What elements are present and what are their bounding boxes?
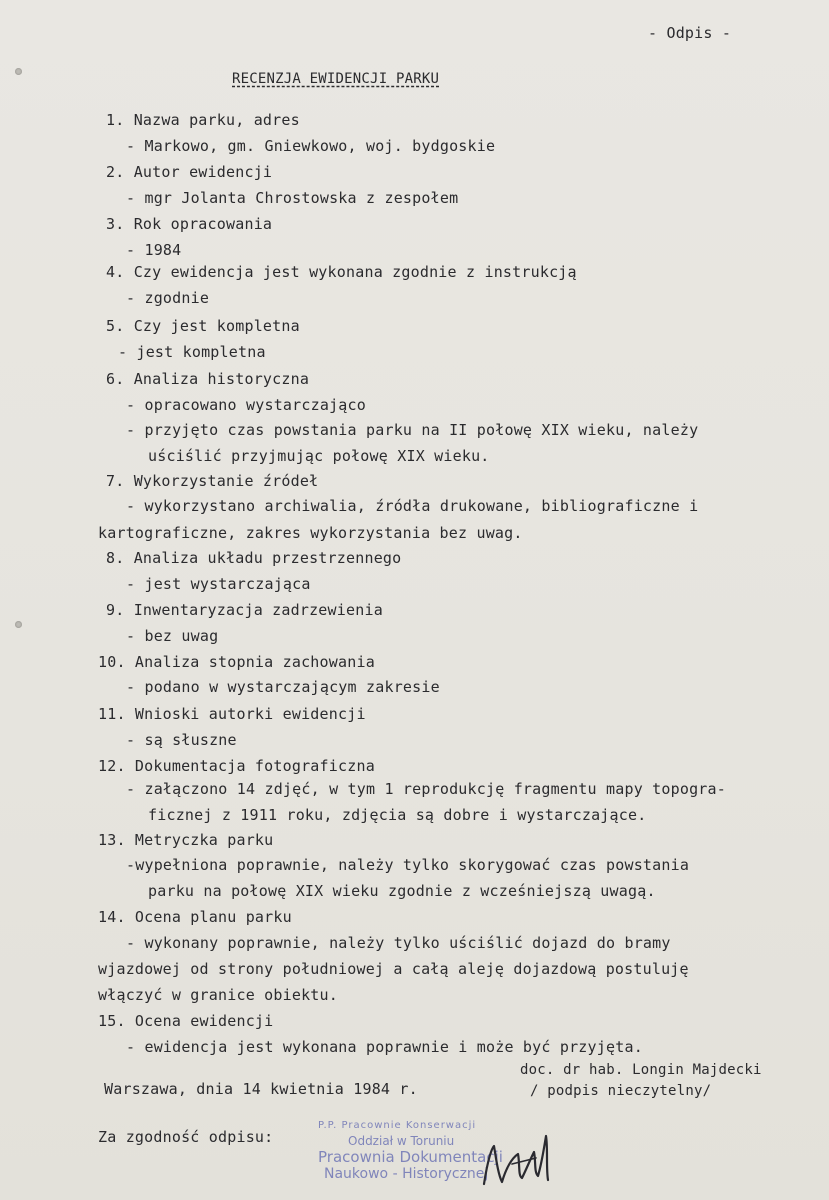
section-heading: 3. Rok opracowania bbox=[106, 215, 273, 233]
section-heading: 1. Nazwa parku, adres bbox=[106, 111, 300, 129]
section-line: - wykonany poprawnie, należy tylko uściślić dojazd do bramy bbox=[126, 934, 671, 952]
section-line: - jest kompletna bbox=[118, 343, 266, 361]
section-heading: 4. Czy ewidencja jest wykonana zgodnie z instrukcją bbox=[106, 263, 577, 281]
section-heading: 12. Dokumentacja fotograficzna bbox=[98, 757, 375, 775]
punch-hole bbox=[15, 68, 22, 75]
section-heading: 7. Wykorzystanie źródeł bbox=[106, 472, 319, 490]
section-heading: 8. Analiza układu przestrzennego bbox=[106, 549, 402, 567]
stamp-line: P.P. Pracownie Konserwacji bbox=[318, 1120, 477, 1131]
institution-stamp bbox=[318, 1120, 503, 1190]
stamp-line: Oddział w Toruniu bbox=[348, 1134, 455, 1148]
section-heading: 13. Metryczka parku bbox=[98, 831, 274, 849]
section-heading: 11. Wnioski autorki ewidencji bbox=[98, 705, 366, 723]
section-line: - Markowo, gm. Gniewkowo, woj. bydgoskie bbox=[126, 137, 496, 155]
section-heading: 14. Ocena planu parku bbox=[98, 908, 292, 926]
section-line: - podano w wystarczającym zakresie bbox=[126, 678, 440, 696]
section-heading: 10. Analiza stopnia zachowania bbox=[98, 653, 375, 671]
section-line: - ewidencja jest wykonana poprawnie i może być przyjęta. bbox=[126, 1038, 643, 1056]
handwritten-signature bbox=[478, 1118, 558, 1198]
section-line: wjazdowej od strony południowej a całą aleję dojazdową postuluję bbox=[98, 960, 689, 978]
section-line: - 1984 bbox=[126, 241, 182, 259]
section-line: parku na połowę XIX wieku zgodnie z wcześniejszą uwagą. bbox=[148, 882, 656, 900]
punch-hole bbox=[15, 621, 22, 628]
section-line: - załączono 14 zdjęć, w tym 1 reprodukcję fragmentu mapy topogra- bbox=[126, 780, 726, 798]
section-line: -wypełniona poprawnie, należy tylko skorygować czas powstania bbox=[126, 856, 690, 874]
section-line: - mgr Jolanta Chrostowska z zespołem bbox=[126, 189, 459, 207]
section-line: - są słuszne bbox=[126, 731, 237, 749]
section-heading: 15. Ocena ewidencji bbox=[98, 1012, 274, 1030]
section-line: kartograficzne, zakres wykorzystania bez uwag. bbox=[98, 524, 523, 542]
section-line: uściślić przyjmując połowę XIX wieku. bbox=[148, 447, 490, 465]
section-line: - bez uwag bbox=[126, 627, 219, 645]
section-line: włączyć w granice obiektu. bbox=[98, 986, 338, 1004]
section-heading: 6. Analiza historyczna bbox=[106, 370, 310, 388]
place-date: Warszawa, dnia 14 kwietnia 1984 r. bbox=[104, 1080, 418, 1098]
section-line: - zgodnie bbox=[126, 289, 210, 307]
signature-note: / podpis nieczytelny/ bbox=[530, 1083, 712, 1099]
copy-label: - Odpis - bbox=[648, 24, 732, 42]
section-heading: 9. Inwentaryzacja zadrzewienia bbox=[106, 601, 383, 619]
section-line: - opracowano wystarczająco bbox=[126, 396, 366, 414]
section-line: - przyjęto czas powstania parku na II połowę XIX wieku, należy bbox=[126, 421, 699, 439]
certification-label: Za zgodność odpisu: bbox=[98, 1128, 274, 1146]
stamp-line: Pracownia Dokumentacji bbox=[318, 1148, 503, 1166]
section-line: ficznej z 1911 roku, zdjęcia są dobre i wystarczające. bbox=[148, 806, 647, 824]
section-heading: 5. Czy jest kompletna bbox=[106, 317, 300, 335]
section-line: - jest wystarczająca bbox=[126, 575, 311, 593]
reviewer-name: doc. dr hab. Longin Majdecki bbox=[520, 1062, 762, 1078]
section-line: - wykorzystano archiwalia, źródła drukowane, bibliograficzne i bbox=[126, 497, 699, 515]
stamp-line: Naukowo - Historycznej bbox=[324, 1166, 489, 1182]
document-title: RECENZJA EWIDENCJI PARKU bbox=[232, 71, 440, 87]
section-heading: 2. Autor ewidencji bbox=[106, 163, 273, 181]
